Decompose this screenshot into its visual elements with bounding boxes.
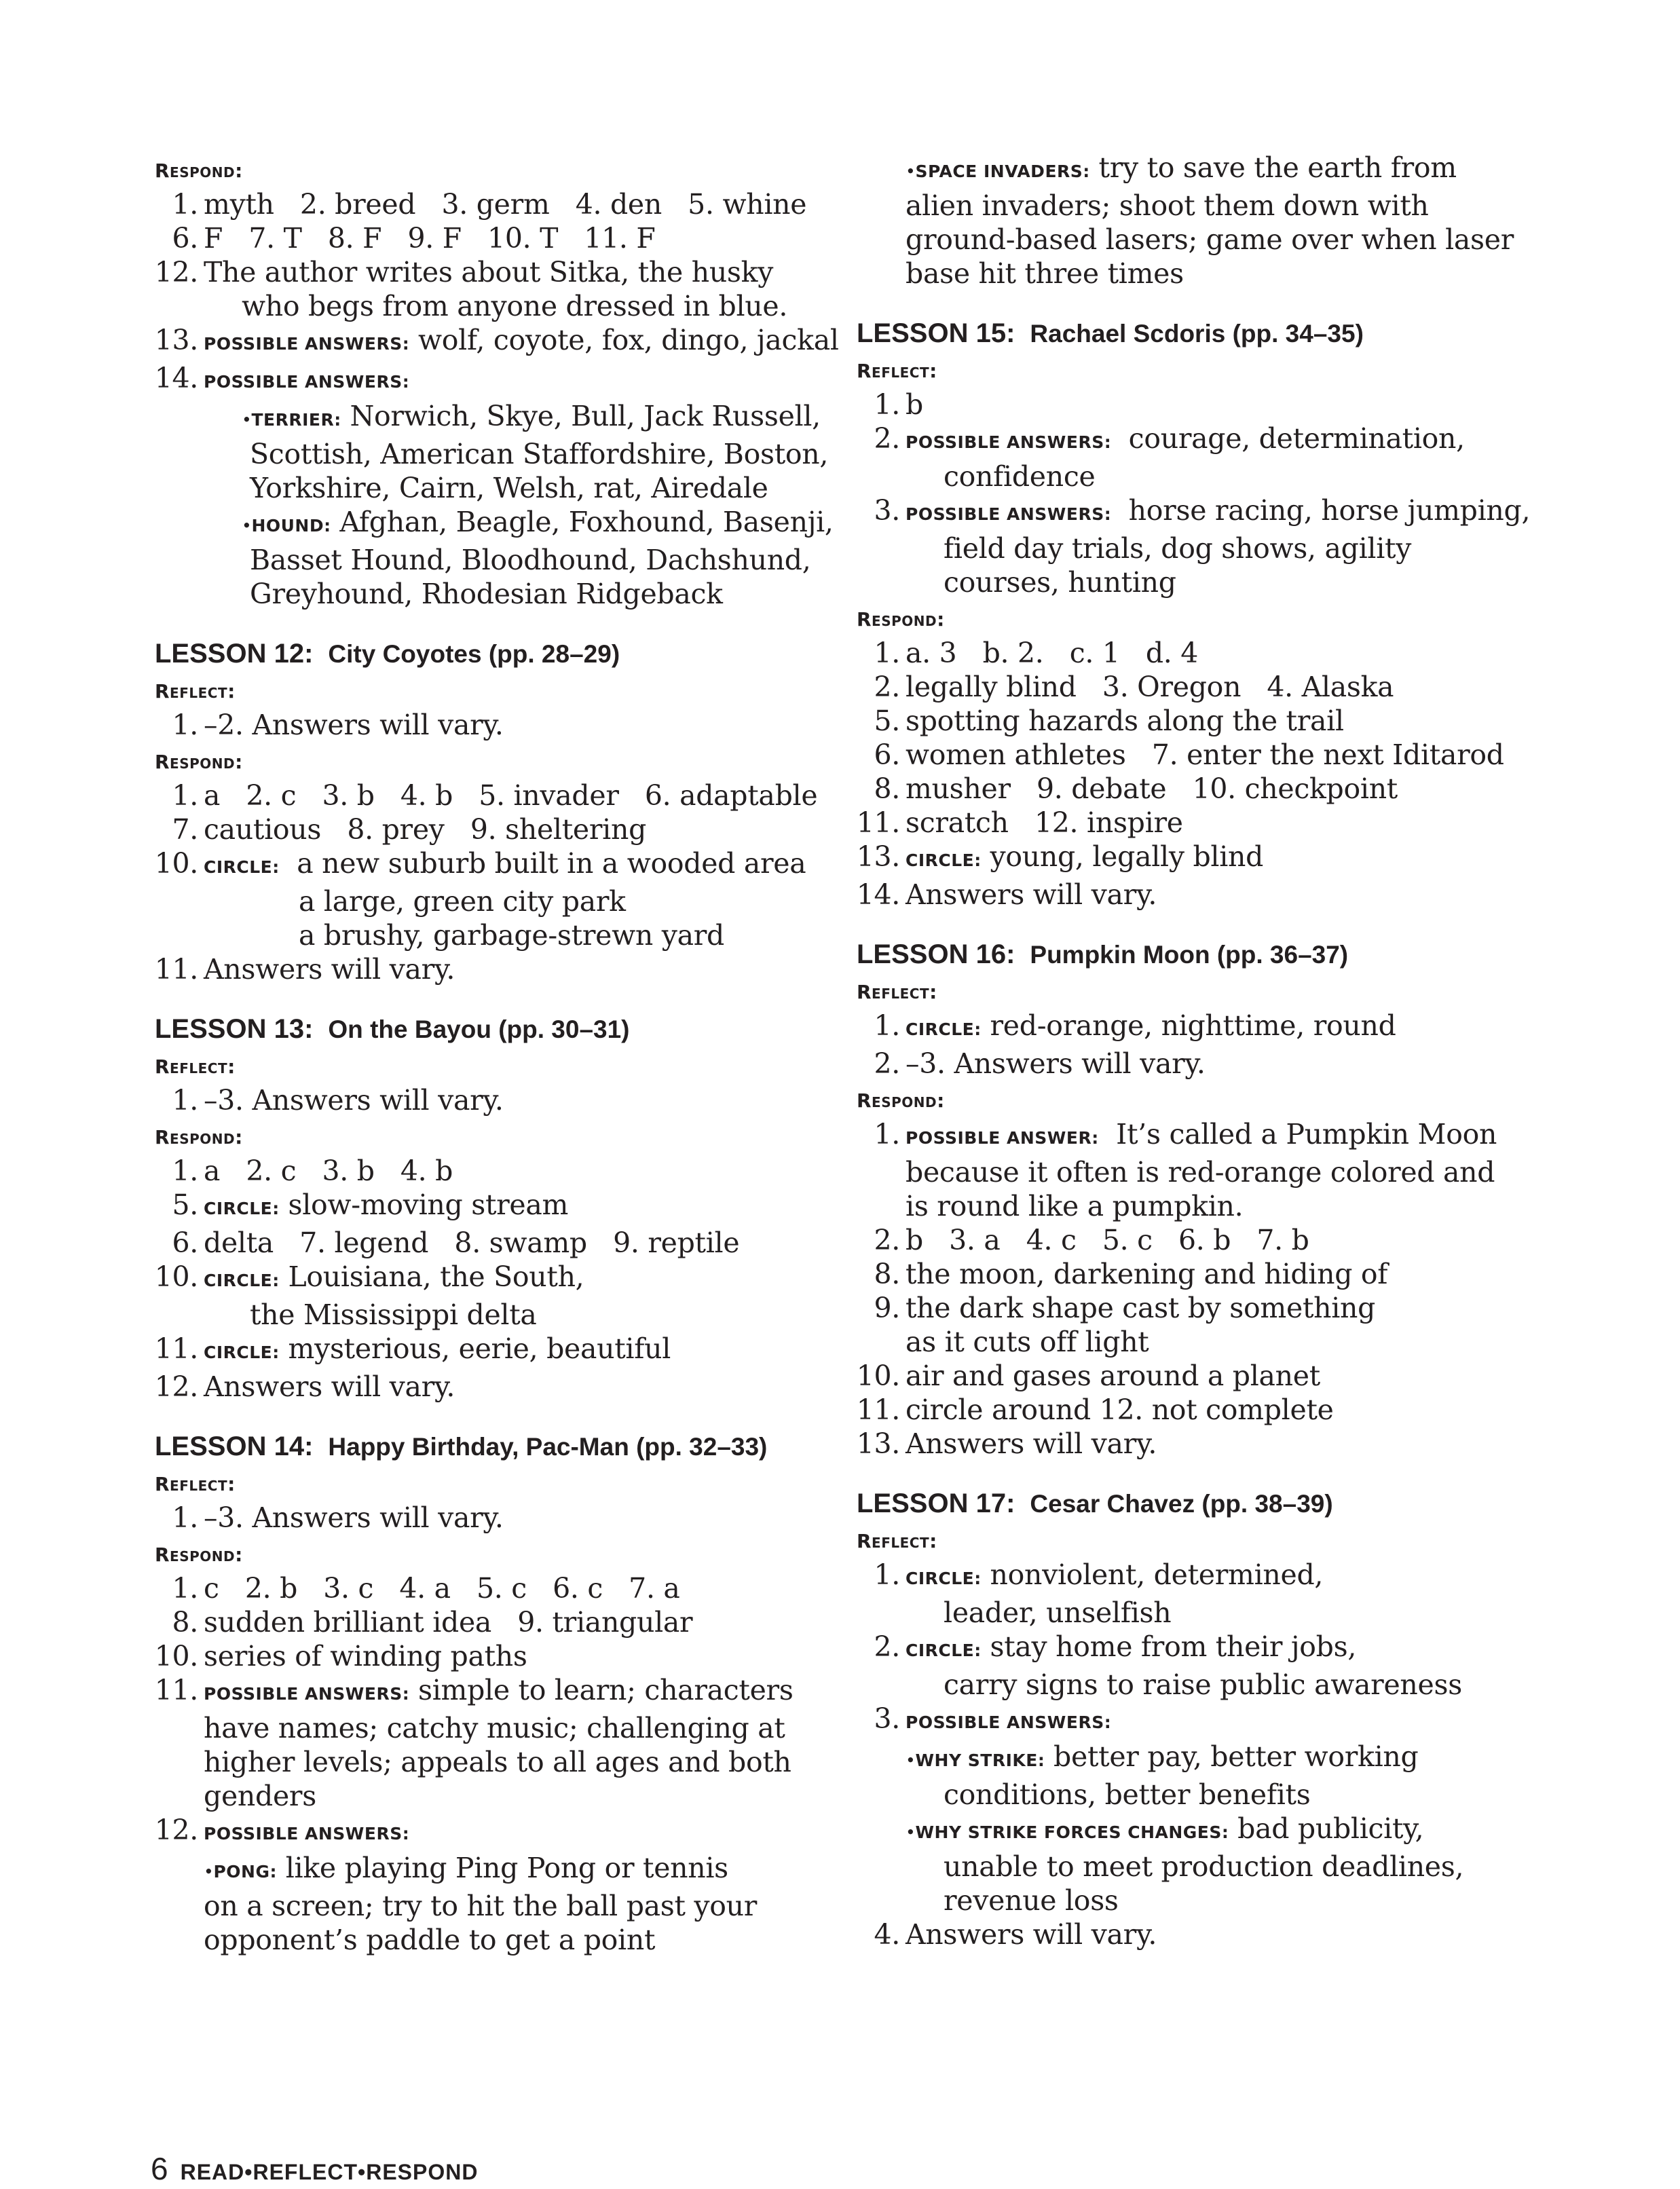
answer-text: Basset Hound, Bloodhound, Dachshund, [250,544,811,576]
answer-text: carry signs to raise public awareness [944,1668,1462,1701]
answer-number: 1. [874,637,900,669]
answer-line [857,1917,1542,1951]
section-label: Reflect: [155,1473,236,1495]
answer-line [857,565,1542,599]
answer-label: WHY STRIKE FORCES CHANGES: [915,1822,1229,1842]
answer-text: stay home from their jobs, [981,1630,1357,1663]
left-column [154,151,839,1957]
answer-line [155,1745,834,1779]
section-label: Respond: [155,1126,243,1148]
answer-line [155,399,834,437]
answer-text: F 7. T 8. F 9. F 10. T 11. F [204,222,656,255]
answer-text: series of winding paths [204,1640,527,1672]
answer-text: Afghan, Beagle, Foxhound, Basenji, [331,506,834,538]
answer-line [857,1558,1542,1596]
answer-line [857,840,1542,878]
answer-line [155,952,834,986]
answer-line [155,1711,834,1745]
answer-text: c 2. b 3. c 4. a 5. c 6. c 7. a [204,1572,680,1605]
answer-line [857,1778,1542,1812]
answer-text: try to save the earth from [1089,151,1457,184]
answer-number: 8. [874,772,900,805]
answer-number: 1. [172,1501,198,1534]
answer-text: cautious 8. prey 9. sheltering [204,813,647,846]
answer-line [155,1154,834,1188]
section-label: Reflect: [155,1055,236,1078]
answer-text: revenue loss [944,1884,1119,1917]
answer-text: a 2. c 3. b 4. b 5. invader 6. adaptable [204,779,818,812]
answer-text: the dark shape cast by something [906,1292,1376,1324]
answer-line [857,806,1542,840]
answer-label: CIRCLE: [204,857,280,877]
answer-line [857,1812,1542,1850]
answer-text: on a screen; try to hit the ball past your [204,1890,758,1922]
answer-line [857,1189,1542,1223]
answer-text: a brushy, garbage-strewn yard [299,919,724,952]
answer-text: unable to meet production deadlines, [944,1850,1464,1883]
answer-number: 13. [856,840,900,873]
section-label: Respond: [155,1543,243,1566]
answer-number: 14. [856,878,900,911]
answer-line [155,1889,834,1923]
answer-number: 6. [172,1227,198,1259]
answer-label: TERRIER: [251,410,341,430]
answer-line [857,1009,1542,1047]
answer-number: 11. [154,1674,198,1706]
answer-line [857,1047,1542,1081]
answer-number: 1. [172,188,198,221]
answer-line [155,884,834,918]
lesson-heading [155,637,834,671]
right-column [857,151,1542,1951]
answer-text: is round like a pumpkin. [906,1190,1244,1222]
answer-number: 1. [172,1572,198,1605]
page-footer [151,2150,478,2187]
lesson-number: LESSON 17: [857,1489,1015,1518]
answer-line [155,1226,834,1260]
answer-line [857,636,1542,670]
answer-number: 4. [874,1918,900,1951]
answer-text: air and gases around a planet [906,1360,1320,1392]
lesson-number: LESSON 12: [155,639,314,669]
answer-line [155,812,834,846]
page-number: 6 [151,2151,168,2186]
section-label: Reflect: [857,981,937,1003]
answer-text: alien invaders; shoot them down with [906,189,1429,222]
answer-text: a large, green city park [299,885,626,918]
answer-line [155,708,834,742]
lesson-title: Rachael Scdoris (pp. 34–35) [1030,320,1364,348]
answer-text: Answers will vary. [906,1918,1157,1951]
answer-number: 2. [874,1630,900,1663]
answer-text: Answers will vary. [906,878,1157,911]
answer-number: 11. [154,953,198,986]
answer-text: the Mississippi delta [250,1298,537,1331]
answer-number: 10. [856,1360,900,1392]
answer-line [155,361,834,399]
answer-line [857,223,1542,257]
answer-label: CIRCLE: [906,1641,982,1660]
answer-text: simple to learn; characters [409,1674,794,1706]
answer-text: courses, hunting [944,566,1176,599]
answer-number: 2. [874,671,900,703]
answer-line [155,846,834,884]
answer-text: ground-based lasers; game over when laser [906,223,1514,256]
answer-text: mysterious, eerie, beautiful [279,1332,671,1365]
answer-text: legally blind 3. Oregon 4. Alaska [906,671,1394,703]
answer-number: 11. [154,1332,198,1365]
answer-number: 2. [874,1224,900,1256]
answer-line [857,189,1542,223]
answer-text: Answers will vary. [204,953,455,986]
answer-text: circle around 12. not complete [906,1393,1334,1426]
section-label: Reflect: [857,1530,937,1552]
answer-line [857,670,1542,704]
answer-text: The author writes about Sitka, the husky [204,256,774,288]
answer-text: courage, determination, [1111,422,1465,455]
answer-line [857,1427,1542,1461]
answer-text: musher 9. debate 10. checkpoint [906,772,1398,805]
lesson-number: LESSON 16: [857,939,1015,969]
answer-line [155,543,834,577]
answer-text: –3. Answers will vary. [906,1047,1206,1080]
answer-number: 1. [172,779,198,812]
answer-number: 2. [874,422,900,455]
answer-text: It’s called a Pumpkin Moon [1098,1118,1497,1150]
answer-line [155,1370,834,1404]
answer-number: 6. [172,222,198,255]
answer-line [155,1571,834,1605]
answer-line [155,1923,834,1957]
answer-number: 11. [856,1393,900,1426]
answer-text: conditions, better benefits [944,1778,1311,1811]
answer-text: Norwich, Skye, Bull, Jack Russell, [341,400,821,432]
answer-text: higher levels; appeals to all ages and both [204,1746,791,1778]
answer-line [857,1850,1542,1884]
answer-number: 3. [874,1702,900,1735]
answer-line [155,1260,834,1298]
answer-line [857,704,1542,738]
answer-number: 12. [154,1370,198,1403]
answer-text: like playing Ping Pong or tennis [276,1852,728,1884]
answer-text: leader, unselfish [944,1596,1172,1629]
answer-text: Greyhound, Rhodesian Ridgeback [250,578,723,610]
answer-number: 7. [172,813,198,846]
answer-line [857,738,1542,772]
answer-text: base hit three times [906,257,1184,290]
answer-number: 8. [172,1606,198,1639]
answer-line [857,151,1542,189]
answer-text: –2. Answers will vary. [204,709,504,741]
answer-label: POSSIBLE ANSWERS: [906,432,1112,452]
answer-line [155,471,834,505]
answer-text: spotting hazards along the trail [906,705,1344,737]
answer-label: POSSIBLE ANSWERS: [906,504,1112,524]
answer-text: a 2. c 3. b 4. b [204,1155,453,1187]
answer-number: 13. [154,324,198,356]
answer-text: women athletes 7. enter the next Iditarod [906,738,1504,771]
answer-line [155,505,834,543]
answer-number: 9. [874,1292,900,1324]
answer-text: Scottish, American Staffordshire, Boston, [250,438,829,470]
answer-text: b [906,388,923,421]
section-label: Respond: [155,751,243,773]
answer-text: the moon, darkening and hiding of [906,1258,1388,1290]
answer-label: POSSIBLE ANSWERS: [204,1824,410,1844]
answer-line [155,1083,834,1117]
answer-line [857,1117,1542,1155]
lesson-title: Happy Birthday, Pac-Man (pp. 32–33) [328,1433,768,1461]
answer-line [857,1155,1542,1189]
bullet-icon: • [242,516,252,536]
answer-text: nonviolent, determined, [981,1558,1324,1591]
answer-line [857,1884,1542,1917]
answer-text: Answers will vary. [204,1370,455,1403]
answer-text: slow-moving stream [279,1189,569,1221]
answer-text: –3. Answers will vary. [204,1084,504,1117]
answer-text: scratch 12. inspire [906,806,1183,839]
answer-line [155,1332,834,1370]
section-label: Reflect: [155,680,236,703]
footer-title: READ•REFLECT•RESPOND [180,2160,479,2184]
answer-line [857,1668,1542,1702]
answer-line [857,422,1542,460]
answer-line [857,1702,1542,1740]
answer-line [155,1779,834,1813]
answer-number: 12. [154,256,198,288]
answer-line [857,772,1542,806]
answer-text: Louisiana, the South, [279,1260,584,1293]
answer-line [155,1605,834,1639]
answer-line [857,1630,1542,1668]
answer-text: who begs from anyone dressed in blue. [242,290,788,322]
answer-text: wolf, coyote, fox, dingo, jackal [409,324,839,356]
answer-line [155,187,834,221]
answer-line [857,460,1542,493]
answer-line [857,1359,1542,1393]
answer-text: horse racing, horse jumping, [1111,494,1531,527]
answer-number: 1. [172,1155,198,1187]
answer-text: young, legally blind [981,840,1264,873]
answer-text: genders [204,1780,316,1812]
answer-line [857,1257,1542,1291]
answer-label: POSSIBLE ANSWERS: [906,1713,1112,1732]
bullet-icon: • [906,162,916,181]
answer-line [857,1596,1542,1630]
answer-number: 5. [874,705,900,737]
answer-line [857,257,1542,291]
section-label: Respond: [857,608,945,631]
answer-label: CIRCLE: [204,1271,280,1290]
answer-number: 1. [874,388,900,421]
answer-line [857,493,1542,531]
lesson-heading [857,1486,1542,1521]
answer-text: as it cuts off light [906,1326,1149,1358]
answer-text: have names; catchy music; challenging at [204,1712,785,1744]
answer-line [155,437,834,471]
answer-number: 3. [874,494,900,527]
answer-number: 1. [172,709,198,741]
answer-number: 1. [172,1084,198,1117]
answer-label: CIRCLE: [906,1019,982,1039]
answer-line [857,878,1542,912]
answer-text: opponent’s paddle to get a point [204,1924,656,1956]
answer-label: CIRCLE: [906,1569,982,1588]
answer-number: 12. [154,1814,198,1846]
answer-number: 14. [154,362,198,394]
answer-number: 8. [874,1258,900,1290]
answer-text: because it often is red-orange colored and [906,1156,1495,1189]
answer-line [154,323,839,361]
answer-label: HOUND: [251,516,331,536]
lesson-number: LESSON 14: [155,1432,314,1461]
answer-number: 10. [154,1640,198,1672]
answer-line [857,1325,1542,1359]
lesson-title: Cesar Chavez (pp. 38–39) [1030,1490,1333,1518]
answer-line [857,1291,1542,1325]
lesson-heading [155,1429,834,1464]
answer-number: 1. [874,1558,900,1591]
answer-line [155,289,834,323]
bullet-icon: • [204,1862,214,1882]
lesson-title: City Coyotes (pp. 28–29) [328,640,620,668]
lesson-number: LESSON 15: [857,318,1015,348]
answer-text: red-orange, nighttime, round [981,1009,1396,1042]
answer-line [857,388,1542,422]
answer-line [155,255,834,289]
answer-text: Answers will vary. [906,1427,1157,1460]
answer-number: 1. [874,1118,900,1150]
answer-line [155,1188,834,1226]
answer-label: WHY STRIKE: [915,1751,1045,1770]
bullet-icon: • [906,1822,916,1842]
answer-number: 10. [154,847,198,880]
answer-line [857,531,1542,565]
answer-number: 6. [874,738,900,771]
answer-text: –3. Answers will vary. [204,1501,504,1534]
answer-number: 13. [856,1427,900,1460]
answer-number: 1. [874,1009,900,1042]
answer-text: b 3. a 4. c 5. c 6. b 7. b [906,1224,1309,1256]
answer-line [155,1501,834,1535]
answer-label: POSSIBLE ANSWERS: [204,334,410,354]
answer-text: bad publicity, [1229,1812,1424,1845]
lesson-heading [857,937,1542,972]
answer-line [155,1298,834,1332]
answer-line [155,221,834,255]
answer-line [155,577,834,611]
answer-text: a. 3 b. 2. c. 1 d. 4 [906,637,1199,669]
answer-label: POSSIBLE ANSWER: [906,1128,1099,1148]
answer-line [155,1813,834,1851]
answer-label: POSSIBLE ANSWERS: [204,372,410,392]
answer-number: 11. [856,806,900,839]
answer-number: 2. [874,1047,900,1080]
answer-line [155,918,834,952]
answer-text: Yorkshire, Cairn, Welsh, rat, Airedale [250,472,768,504]
answer-label: PONG: [213,1862,277,1882]
answer-label: SPACE INVADERS: [915,162,1090,181]
lesson-title: On the Bayou (pp. 30–31) [328,1015,630,1043]
lesson-number: LESSON 13: [155,1014,314,1044]
answer-number: 10. [154,1260,198,1293]
answer-text: myth 2. breed 3. germ 4. den 5. whine [204,188,807,221]
answer-text: field day trials, dog shows, agility [944,532,1412,565]
section-label: Reflect: [857,360,937,382]
answer-text: better pay, better working [1045,1740,1419,1773]
answer-text: delta 7. legend 8. swamp 9. reptile [204,1227,740,1259]
answer-line [155,1673,834,1711]
answer-line [857,1393,1542,1427]
answer-label: CIRCLE: [204,1199,280,1218]
answer-label: CIRCLE: [204,1343,280,1362]
answer-label: CIRCLE: [906,850,982,870]
answer-text: confidence [944,460,1096,493]
answer-line [857,1740,1542,1778]
bullet-icon: • [906,1751,916,1770]
answer-number: 5. [172,1189,198,1221]
lesson-heading [857,316,1542,351]
answer-text: sudden brilliant idea 9. triangular [204,1606,693,1639]
lesson-title: Pumpkin Moon (pp. 36–37) [1030,941,1349,969]
answer-line [155,1639,834,1673]
answer-label: POSSIBLE ANSWERS: [204,1684,410,1704]
section-label: Respond: [857,1089,945,1112]
bullet-icon: • [242,410,252,430]
answer-line [155,779,834,812]
section-label: Respond: [155,160,243,182]
lesson-heading [155,1012,834,1047]
answer-line [857,1223,1542,1257]
answer-line [155,1851,834,1889]
answer-text: a new suburb built in a wooded area [279,847,806,880]
